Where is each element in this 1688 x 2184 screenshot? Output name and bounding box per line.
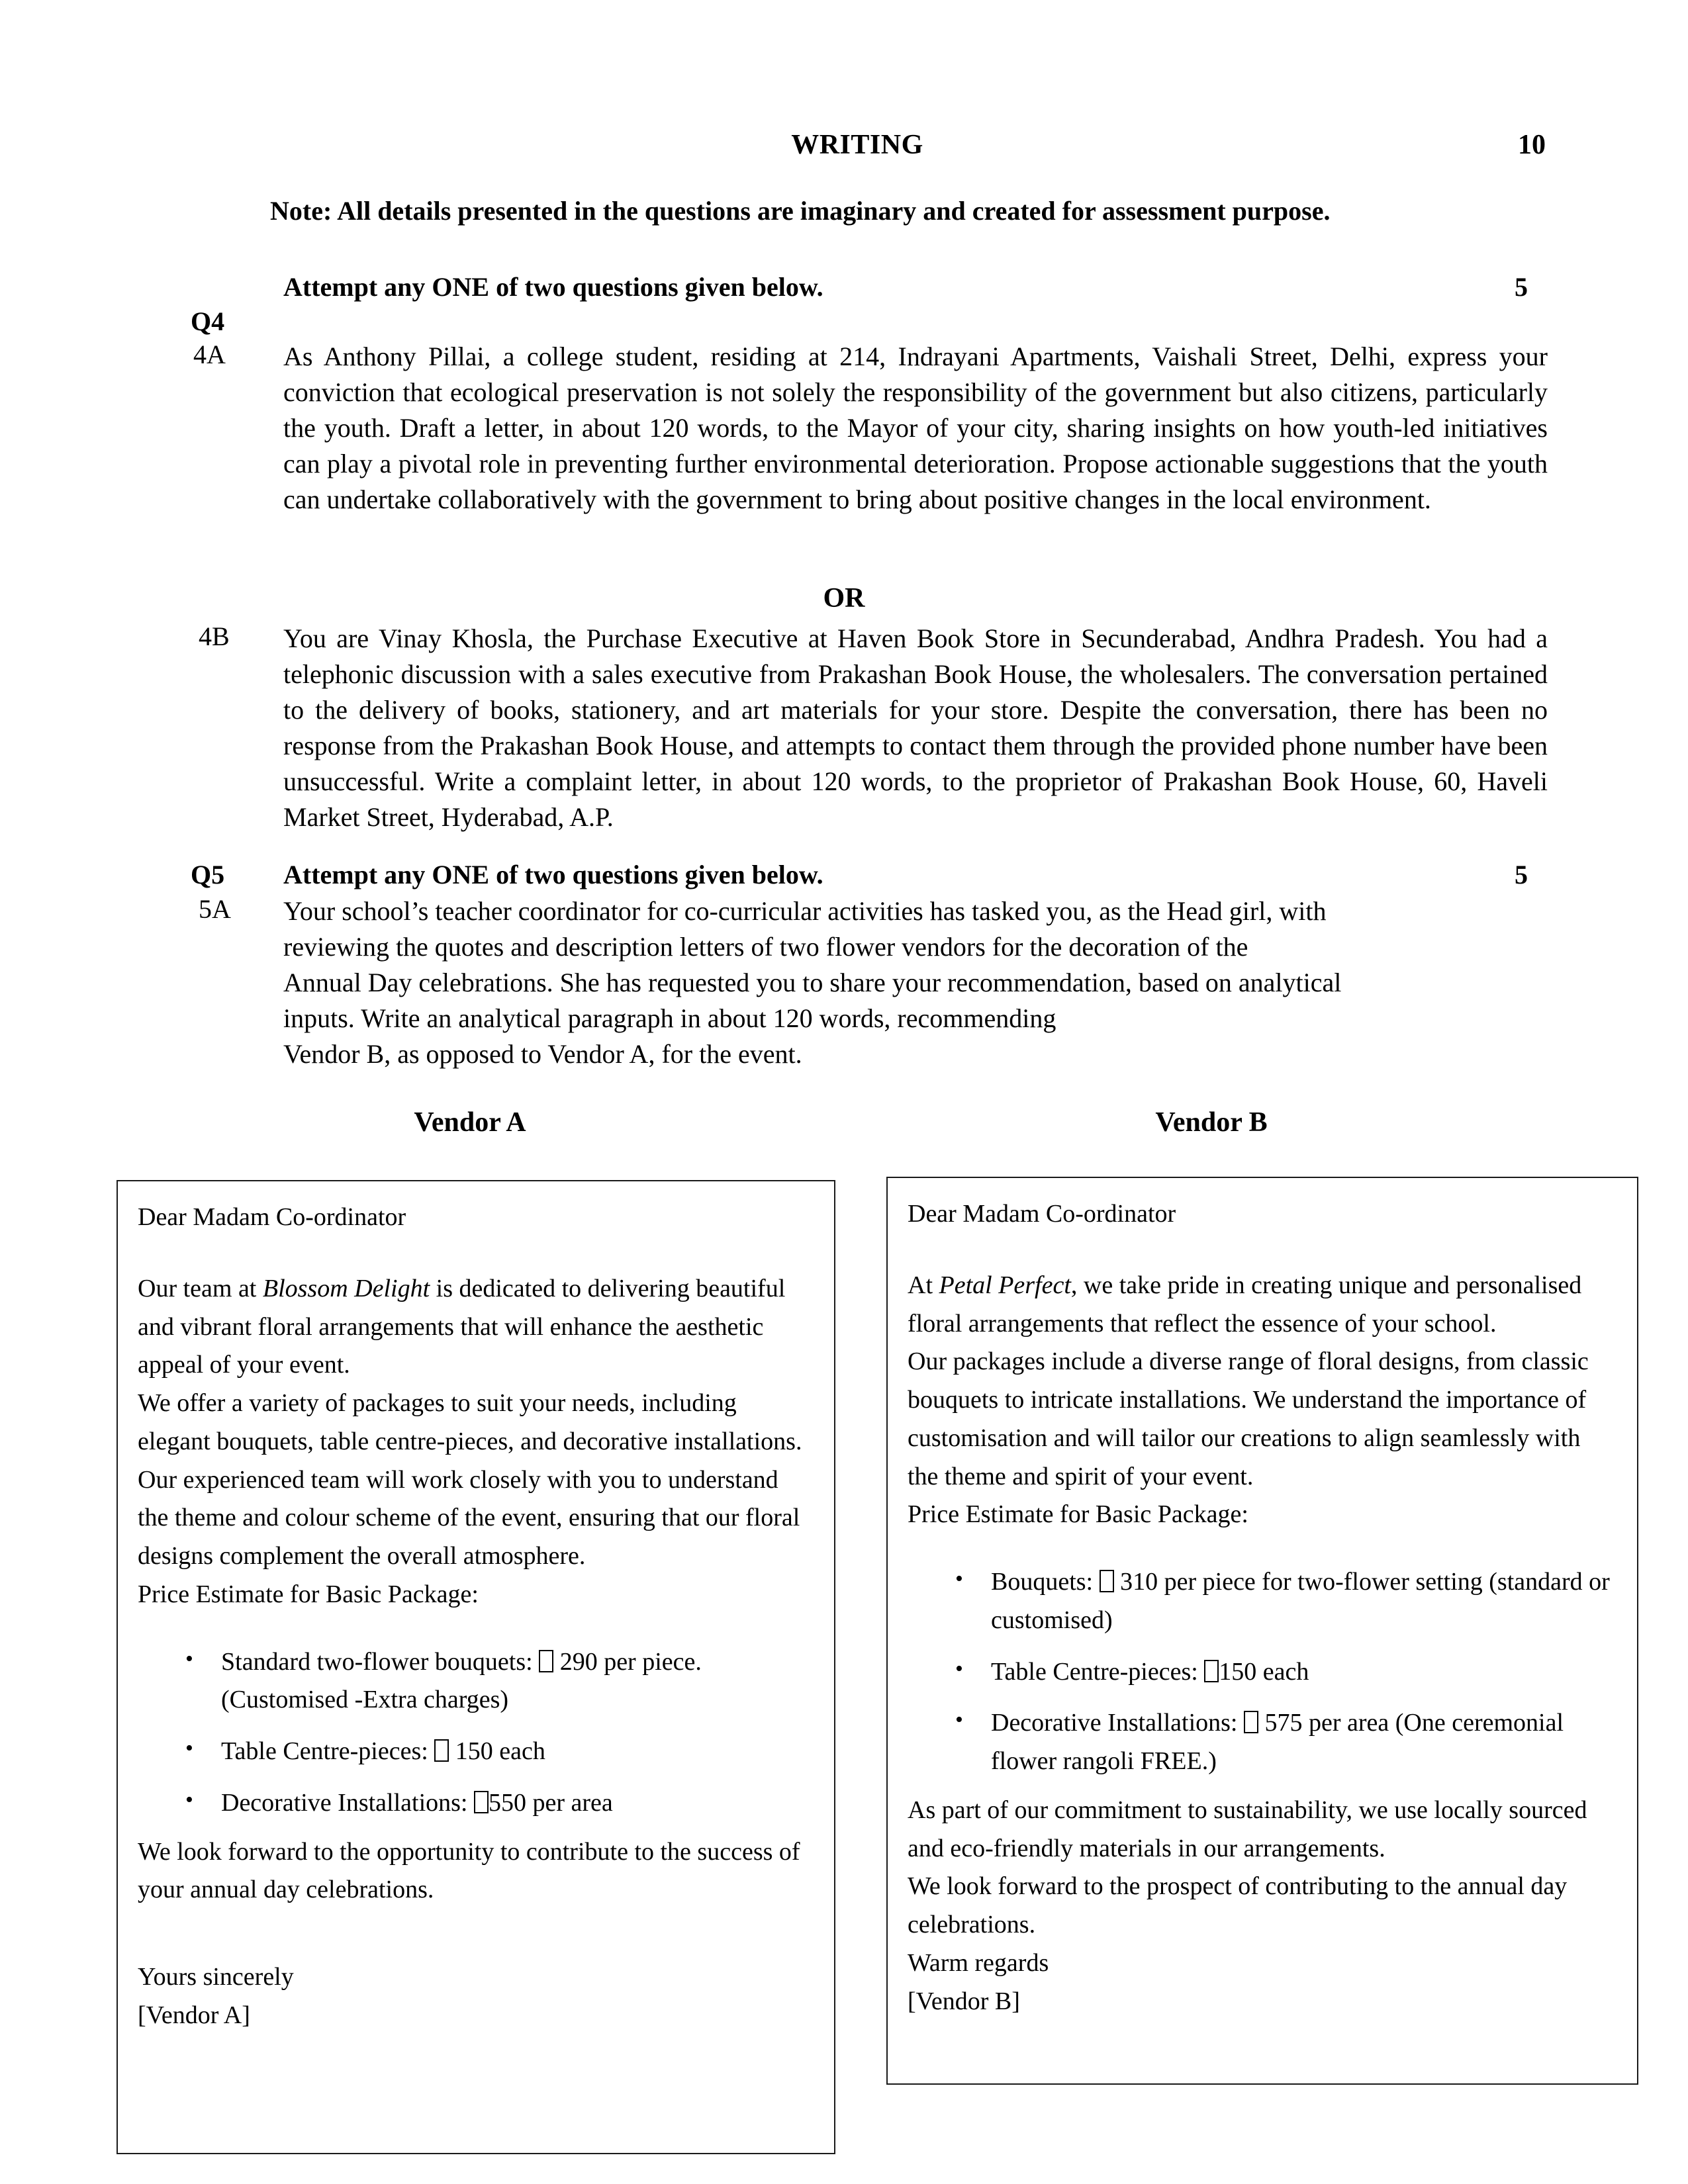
- vendor-b-price-0-label: Bouquets:: [991, 1568, 1094, 1596]
- q4b-text: You are Vinay Khosla, the Purchase Executive at Haven Book Store in Secunderabad, Andhra Pradesh. You had a telephonic discussion with a sales executive from Prakashan Book House, the wholesalers. The conversation pertained to the delivery of books, stationery, and art materials for your store. Despite the conversation, there has been no response from the Prakashan Book House, and attempts to contact them through the provided phone number have been unsuccessful. Write a complaint letter, in about 120 words, to the proprietor of Prakashan Book House, 60, Haveli Market Street, Hyderabad, A.P.: [283, 623, 1548, 832]
- vendor-b-heading: Vendor B: [1155, 1107, 1268, 1138]
- rupee-missing-glyph-icon: [539, 1650, 553, 1672]
- vendor-b-salutation: Dear Madam Co-ordinator: [908, 1200, 1176, 1228]
- vendor-a-price-0-amount: 290 per piece. (Customised -Extra charges): [221, 1647, 702, 1714]
- vendor-b-price-2-amount: 575 per area (One ceremonial flower rangoli FREE.): [991, 1709, 1564, 1775]
- vendor-b-price-2-label: Decorative Installations:: [991, 1709, 1238, 1737]
- vendor-a-price-0-label: Standard two-flower bouquets:: [221, 1647, 533, 1676]
- q5-marks: 5: [1515, 860, 1528, 889]
- q5a-line-5: Vendor B, as opposed to Vendor A, for the event.: [283, 1039, 802, 1069]
- rupee-missing-glyph-icon: [434, 1739, 449, 1762]
- vendor-a-salutation: Dear Madam Co-ordinator: [138, 1203, 406, 1231]
- q5a-line-3: Annual Day celebrations. She has requested you to share your recommendation, based on analytical: [283, 968, 1342, 997]
- vendor-a-intro: [138, 1270, 814, 1385]
- vendor-a-heading: Vendor A: [414, 1107, 526, 1138]
- vendor-b-brand: Petal Perfect: [939, 1271, 1071, 1299]
- rupee-missing-glyph-icon: [1100, 1570, 1114, 1592]
- q4-attempt-instruction: Attempt any ONE of two questions given below.: [283, 272, 823, 302]
- vendor-b-price-1-amount: 150 each: [1219, 1657, 1309, 1686]
- q5a-line-1: Your school’s teacher coordinator for co-curricular activities has tasked you, as the Head girl, with: [283, 896, 1327, 926]
- rupee-missing-glyph-icon: [1244, 1711, 1258, 1733]
- spacer: [138, 1909, 814, 1958]
- vendor-b-price-1-label: Table Centre-pieces:: [991, 1657, 1198, 1686]
- vendor-b-intro-post: , we take pride in creating unique and personalised floral arrangements that reflect the essence of your school.: [908, 1271, 1582, 1338]
- q4-marks: 5: [1515, 272, 1528, 302]
- vendor-a-price-2-amount: 550 per area: [489, 1788, 613, 1817]
- vendor-a-intro-post: is dedicated to delivering beautiful and vibrant floral arrangements that will enhance the aesthetic appeal of your event.: [138, 1274, 786, 1379]
- vendor-a-intro-pre: Our team at: [138, 1274, 263, 1302]
- rupee-missing-glyph-icon: [1204, 1660, 1219, 1682]
- vendor-b-body: Our packages include a diverse range of floral designs, from classic bouquets to intricate installations. We understand the importance of customisation and will tailor our creations to align seamlessly with the theme and spirit of your event.: [908, 1347, 1589, 1490]
- spacer: [138, 1237, 814, 1270]
- vendor-a-brand: Blossom Delight: [262, 1274, 430, 1302]
- vendor-b-price-list: [908, 1563, 1617, 1781]
- vendor-b-price-heading: Price Estimate for Basic Package:: [908, 1500, 1248, 1529]
- list-item: [955, 1704, 1617, 1781]
- vendor-a-price-2-label: Decorative Installations:: [221, 1788, 468, 1817]
- page-header: [169, 129, 1546, 161]
- q5a-line-4: inputs. Write an analytical paragraph in about 120 words, recommending: [283, 1003, 1056, 1033]
- q5a-number: 5A: [199, 894, 231, 924]
- q5-attempt-instruction: Attempt any ONE of two questions given below.: [283, 860, 823, 889]
- vendor-b-signature: [Vendor B]: [908, 1987, 1020, 2015]
- assessment-note: Note: All details presented in the questions are imaginary and created for assessment purpose.: [270, 196, 1331, 226]
- vendor-b-price-0-amount: 310 per piece for two-flower setting (standard or customised): [991, 1568, 1610, 1634]
- vendor-a-price-1-label: Table Centre-pieces:: [221, 1737, 428, 1765]
- vendor-b-letter-box: [886, 1177, 1638, 2085]
- q5-label: Q5: [191, 860, 225, 889]
- list-item: [955, 1563, 1617, 1640]
- or-divider: OR: [823, 583, 865, 614]
- page-title: WRITING: [791, 130, 923, 160]
- vendor-a-price-list: [138, 1643, 814, 1823]
- spacer: [908, 1234, 1617, 1267]
- list-item: [185, 1733, 814, 1771]
- total-marks: 10: [1518, 130, 1546, 160]
- vendor-a-price-1-amount: 150 each: [449, 1737, 545, 1765]
- q4-label: Q4: [191, 306, 225, 336]
- q4a-number: 4A: [193, 340, 226, 369]
- vendor-b-signoff: Warm regards: [908, 1948, 1049, 1977]
- vendor-a-body: We offer a variety of packages to suit your needs, including elegant bouquets, table centre-pieces, and decorative installations. Our experienced team will work closely with you to understand the theme and colour scheme of the event, ensuring that our floral designs complement the overall atmosphere.: [138, 1389, 802, 1570]
- vendor-a-signature: [Vendor A]: [138, 2001, 250, 2029]
- vendor-a-closing: We look forward to the opportunity to contribute to the success of your annual day celebrations.: [138, 1837, 800, 1904]
- q5a-line-2: reviewing the quotes and description letters of two flower vendors for the decoration of the: [283, 932, 1248, 962]
- list-item: [955, 1653, 1617, 1692]
- vendor-a-price-heading: Price Estimate for Basic Package:: [138, 1580, 479, 1608]
- q5a-text: [283, 893, 1548, 1072]
- rupee-missing-glyph-icon: [474, 1791, 489, 1813]
- list-item: [185, 1784, 814, 1823]
- vendor-b-sustainability: As part of our commitment to sustainability, we use locally sourced and eco-friendly materials in our arrangements.: [908, 1796, 1587, 1862]
- list-item: [185, 1643, 814, 1720]
- vendor-a-letter-box: [117, 1180, 835, 2154]
- vendor-b-intro: [908, 1267, 1617, 1343]
- vendor-b-intro-pre: At: [908, 1271, 939, 1299]
- q4b-number: 4B: [199, 621, 230, 651]
- vendor-b-closing: We look forward to the prospect of contributing to the annual day celebrations.: [908, 1872, 1568, 1938]
- vendor-a-signoff: Yours sincerely: [138, 1963, 294, 1991]
- q4a-text: As Anthony Pillai, a college student, residing at 214, Indrayani Apartments, Vaishali Street, Delhi, express your conviction that ecological preservation is not solely the responsibility of the government but also citizens, particularly the youth. Draft a letter, in about 120 words, to the Mayor of your city, sharing insights on how youth-led initiatives can play a pivotal role in preventing further environmental deterioration. Propose actionable suggestions that the youth can undertake collaboratively with the government to bring about positive changes in the local environment.: [283, 341, 1548, 514]
